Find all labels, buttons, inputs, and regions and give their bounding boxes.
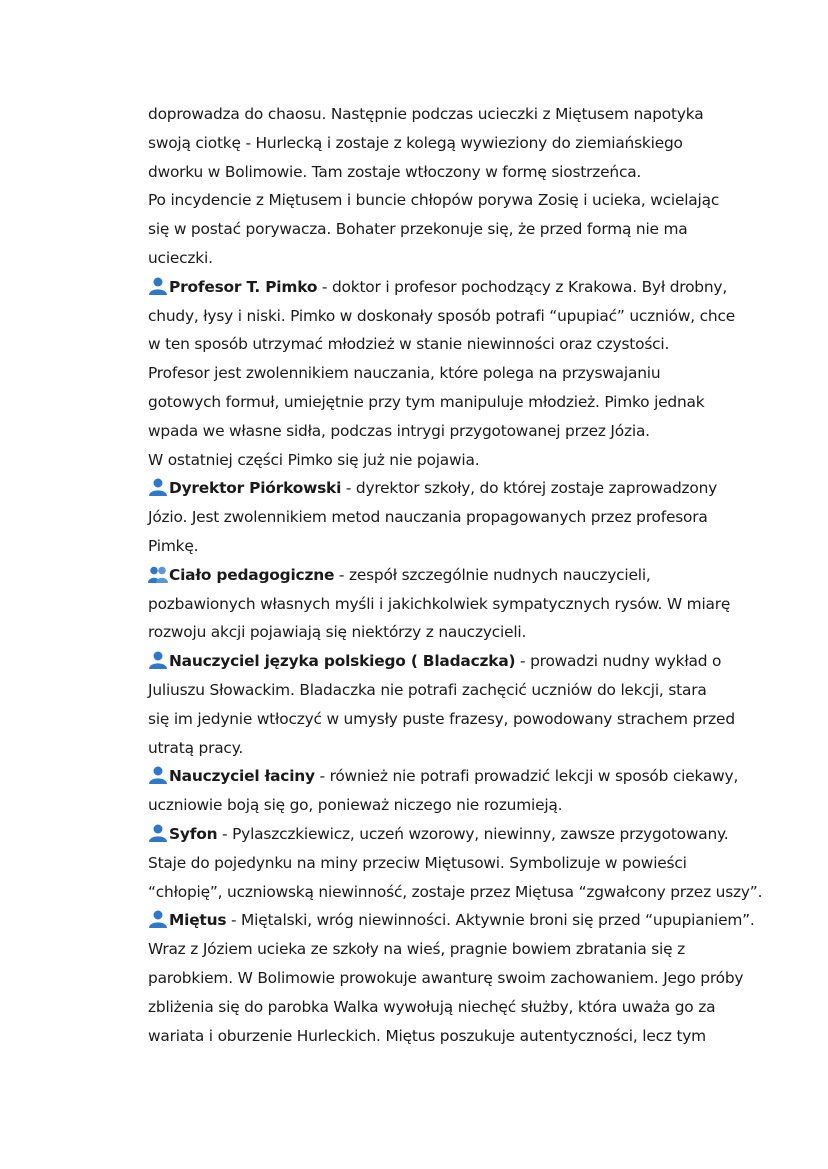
entry-heading-line: [148, 647, 808, 676]
text-line: uczniowie boją się go, ponieważ niczego nie rozumieją.: [148, 796, 563, 815]
group-icon: [148, 565, 168, 583]
entry-heading-line: [148, 273, 808, 302]
person-icon: [148, 766, 168, 784]
intro-paragraph: [148, 100, 808, 273]
character-entry-bladaczka: [148, 647, 808, 762]
text-line: chudy, łysy i niski. Pimko w doskonały sposób potrafi “upupiać” uczniów, chce: [148, 306, 736, 325]
text-line: Juliuszu Słowackim. Bladaczka nie potrafi zachęcić uczniów do lekcji, stara: [148, 680, 707, 699]
text-line: Profesor jest zwolennikiem nauczania, które polega na przyswajaniu: [148, 364, 661, 383]
text-line: Wraz z Józiem ucieka ze szkoły na wieś, pragnie bowiem zbratania się z: [148, 940, 685, 959]
text-line: utratą pracy.: [148, 738, 244, 757]
text-line: wpada we własne sidła, podczas intrygi przygotowanej przez Józia.: [148, 421, 650, 440]
document-page: [148, 100, 808, 1050]
text-line: zbliżenia się do parobka Walka wywołują niechęć służby, która uważa go za: [148, 997, 716, 1016]
character-description: - Pylaszczkiewicz, uczeń wzorowy, niewinny, zawsze przygotowany.: [217, 824, 729, 843]
character-description: - prowadzi nudny wykład o: [515, 652, 722, 671]
text-line: pozbawionych własnych myśli i jakichkolwiek sympatycznych rysów. W miarę: [148, 594, 731, 613]
person-icon: [148, 910, 168, 928]
text-line: rozwoju akcji pojawiają się niektórzy z nauczycieli.: [148, 623, 527, 642]
text-line: dworku w Bolimowie. Tam zostaje wtłoczony w formę siostrzeńca.: [148, 162, 642, 181]
character-description: - również nie potrafi prowadzić lekcji w sposób ciekawy,: [314, 767, 739, 786]
character-entry-nauczyciel-laciny: [148, 762, 808, 820]
entry-heading-line: [148, 820, 808, 849]
entry-heading-line: [148, 762, 808, 791]
entry-heading-line: [148, 906, 808, 935]
character-entry-cialo-pedagogiczne: [148, 561, 808, 647]
entry-heading-line: [148, 561, 808, 590]
text-line: swoją ciotkę - Hurlecką i zostaje z kolegą wywieziony do ziemiańskiego: [148, 133, 683, 152]
character-description: - doktor i profesor pochodzący z Krakowa. Był drobny,: [317, 277, 728, 296]
character-description: - dyrektor szkoły, do której zostaje zaprowadzony: [341, 479, 718, 498]
text-line: wariata i oburzenie Hurleckich. Miętus poszukuje autentyczności, lecz tym: [148, 1026, 706, 1045]
character-name: Miętus: [169, 911, 227, 930]
text-line: parobkiem. W Bolimowie prowokuje awanturę swoim zachowaniem. Jego próby: [148, 968, 744, 987]
character-name: Ciało pedagogiczne: [169, 565, 335, 584]
character-description: - zespół szczególnie nudnych nauczycieli,: [334, 565, 651, 584]
character-name: Profesor T. Pimko: [169, 277, 318, 296]
entry-heading-line: [148, 474, 808, 503]
text-line: doprowadza do chaosu. Następnie podczas ucieczki z Miętusem napotyka: [148, 105, 704, 123]
text-line: Józio. Jest zwolennikiem metod nauczania propagowanych przez profesora: [148, 508, 708, 527]
text-line: Po incydencie z Miętusem i buncie chłopów porywa Zosię i ucieka, wcielając: [148, 191, 720, 210]
text-line: w ten sposób utrzymać młodzież w stanie niewinności oraz czystości.: [148, 335, 670, 354]
text-line: Pimkę.: [148, 536, 199, 555]
character-name: Nauczyciel łaciny: [169, 767, 315, 786]
character-name: Syfon: [169, 824, 218, 843]
character-entry-piorkowski: [148, 474, 808, 560]
text-line: ucieczki.: [148, 248, 213, 267]
text-line: Staje do pojedynku na miny przeciw Miętusowi. Symbolizuje w powieści: [148, 853, 687, 872]
person-icon: [148, 277, 168, 295]
text-line: “chłopię”, uczniowską niewinność, zostaje przez Miętusa “zgwałcony przez uszy”.: [148, 882, 763, 901]
person-icon: [148, 651, 168, 669]
text-line: się im jedynie wtłoczyć w umysły puste frazesy, powodowany strachem przed: [148, 709, 735, 728]
person-icon: [148, 478, 168, 496]
text-line: się w postać porywacza. Bohater przekonuje się, że przed formą nie ma: [148, 220, 688, 239]
character-name: Dyrektor Piórkowski: [169, 479, 342, 498]
character-name: Nauczyciel języka polskiego ( Bladaczka): [169, 652, 516, 671]
text-line: W ostatniej części Pimko się już nie pojawia.: [148, 450, 480, 469]
text-line: gotowych formuł, umiejętnie przy tym manipuluje młodzież. Pimko jednak: [148, 392, 705, 411]
character-entry-mietus: [148, 906, 808, 1050]
character-entry-pimko: [148, 273, 808, 475]
character-entry-syfon: [148, 820, 808, 906]
person-icon: [148, 824, 168, 842]
character-description: - Miętalski, wróg niewinności. Aktywnie broni się przed “upupianiem”.: [226, 911, 755, 930]
